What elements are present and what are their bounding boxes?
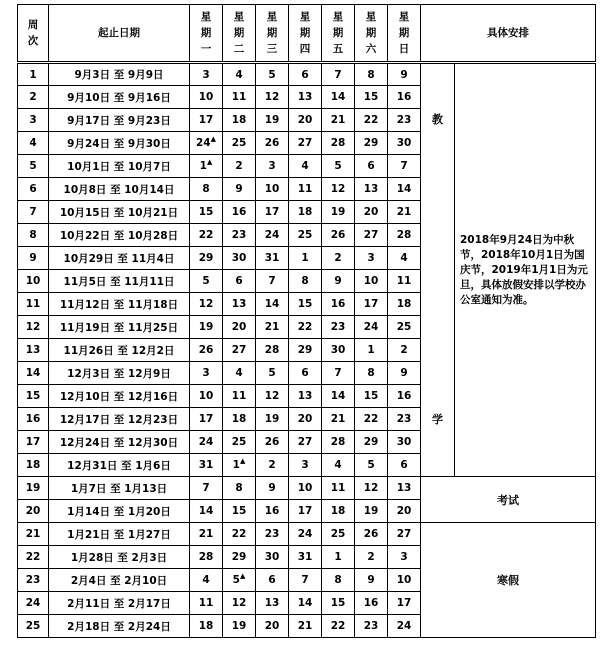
day-cell: 19	[223, 615, 256, 638]
day-cell: 9	[388, 362, 421, 385]
day-cell: 13	[223, 293, 256, 316]
day-cell: 7	[256, 270, 289, 293]
date-range: 9月24日 至 9月30日	[49, 132, 190, 155]
date-range: 1月14日 至 1月20日	[49, 500, 190, 523]
day-cell: 27	[388, 523, 421, 546]
day-cell: 12	[355, 477, 388, 500]
day-cell: 24	[256, 224, 289, 247]
day-cell: 19	[256, 109, 289, 132]
day-cell: 22	[223, 523, 256, 546]
day-cell: 2	[223, 155, 256, 178]
day-cell: 15	[190, 201, 223, 224]
day-cell: 18	[388, 293, 421, 316]
day-cell: 6	[223, 270, 256, 293]
day-cell: 3	[388, 546, 421, 569]
day-cell: 10	[190, 385, 223, 408]
week-number: 23	[18, 569, 49, 592]
date-range: 12月10日 至 12月16日	[49, 385, 190, 408]
day-cell: 11	[223, 385, 256, 408]
day-cell: 19	[322, 201, 355, 224]
day-cell: 26	[322, 224, 355, 247]
day-cell: 29	[223, 546, 256, 569]
day-cell: 15	[289, 293, 322, 316]
winter-vacation-label: 寒假	[421, 523, 596, 638]
day-cell: 5	[190, 270, 223, 293]
day-cell: 7	[388, 155, 421, 178]
day-cell: 29	[289, 339, 322, 362]
day-cell: 9	[388, 63, 421, 86]
week-number: 17	[18, 431, 49, 454]
date-range: 11月26日 至 12月2日	[49, 339, 190, 362]
day-cell: 15	[355, 385, 388, 408]
day-cell: 12	[190, 293, 223, 316]
day-cell: 7	[190, 477, 223, 500]
day-cell: 23	[256, 523, 289, 546]
day-cell: 20	[289, 109, 322, 132]
day-cell: 22	[322, 615, 355, 638]
day-cell: 26	[256, 132, 289, 155]
day-cell: 3	[256, 155, 289, 178]
holiday-marker-icon: ▲	[239, 572, 246, 580]
table-row	[18, 523, 596, 546]
holiday-note: 2018年9月24日为中秋节，2018年10月1日为国庆节，2019年1月1日为元旦，具体放假安排以学校办公室通知为准。	[455, 63, 596, 477]
day-cell: 5	[355, 454, 388, 477]
day-cell: 16	[388, 86, 421, 109]
day-cell: 16	[388, 385, 421, 408]
day-cell: 5	[256, 362, 289, 385]
day-cell: 1	[355, 339, 388, 362]
day-cell: 3	[355, 247, 388, 270]
day-cell: 15	[355, 86, 388, 109]
day-cell: 20	[256, 615, 289, 638]
day-cell: 7	[322, 362, 355, 385]
day-cell: 4	[223, 362, 256, 385]
day-cell: 29	[355, 431, 388, 454]
week-number: 5	[18, 155, 49, 178]
weekday-header: 星 期 三	[256, 5, 289, 63]
day-cell: 2	[355, 546, 388, 569]
week-number: 13	[18, 339, 49, 362]
holiday-marker-icon: ▲	[210, 135, 216, 143]
day-cell: 8	[355, 63, 388, 86]
day-cell: 16	[256, 500, 289, 523]
date-range: 12月3日 至 12月9日	[49, 362, 190, 385]
day-cell: 13	[388, 477, 421, 500]
day-cell: 23	[322, 316, 355, 339]
date-range: 11月5日 至 11月11日	[49, 270, 190, 293]
day-cell: 23	[388, 408, 421, 431]
day-cell: 17	[355, 293, 388, 316]
day-cell: 14	[289, 592, 322, 615]
week-number: 10	[18, 270, 49, 293]
day-cell: 18	[190, 615, 223, 638]
date-range: 11月12日 至 11月18日	[49, 293, 190, 316]
date-range: 10月22日 至 10月28日	[49, 224, 190, 247]
day-cell: 24	[388, 615, 421, 638]
day-cell: 11	[223, 86, 256, 109]
week-number: 4	[18, 132, 49, 155]
day-cell: 11	[289, 178, 322, 201]
day-cell: 20	[388, 500, 421, 523]
date-range-header: 起止日期	[49, 5, 190, 63]
day-cell: 24	[190, 431, 223, 454]
date-range: 1月21日 至 1月27日	[49, 523, 190, 546]
teaching-label-top: 教	[432, 113, 443, 126]
day-cell: 25	[289, 224, 322, 247]
teaching-phase-label	[421, 63, 455, 477]
day-cell: 15	[322, 592, 355, 615]
day-cell: 23	[223, 224, 256, 247]
day-cell: 12	[322, 178, 355, 201]
week-number: 11	[18, 293, 49, 316]
day-cell: 2	[322, 247, 355, 270]
day-cell: 11	[388, 270, 421, 293]
day-cell: 25	[388, 316, 421, 339]
weekday-header: 星 期 二	[223, 5, 256, 63]
day-cell: 14	[322, 86, 355, 109]
week-number: 18	[18, 454, 49, 477]
day-cell: 9	[322, 270, 355, 293]
day-cell: 24	[289, 523, 322, 546]
week-number: 19	[18, 477, 49, 500]
day-cell: 13	[256, 592, 289, 615]
header-row	[18, 5, 596, 63]
holiday-marker-icon: ▲	[239, 457, 246, 465]
day-cell: 26	[190, 339, 223, 362]
day-cell: 6	[289, 362, 322, 385]
day-cell: 4	[388, 247, 421, 270]
day-cell: 6	[289, 63, 322, 86]
week-number: 6	[18, 178, 49, 201]
exam-period-label: 考试	[421, 477, 596, 523]
date-range: 2月18日 至 2月24日	[49, 615, 190, 638]
day-cell: 6	[388, 454, 421, 477]
day-cell: 5	[256, 63, 289, 86]
day-cell: 6	[256, 569, 289, 592]
day-cell: 23	[355, 615, 388, 638]
date-range: 12月31日 至 1月6日	[49, 454, 190, 477]
day-cell: 12	[256, 86, 289, 109]
date-range: 2月4日 至 2月10日	[49, 569, 190, 592]
weekday-header: 星 期 日	[388, 5, 421, 63]
day-cell: 30	[322, 339, 355, 362]
day-cell: 11	[322, 477, 355, 500]
day-cell: 11	[190, 592, 223, 615]
day-cell: 9	[223, 178, 256, 201]
day-cell: 1	[322, 546, 355, 569]
day-cell: 31	[190, 454, 223, 477]
weekday-header: 星 期 五	[322, 5, 355, 63]
day-cell: 2	[388, 339, 421, 362]
day-cell: 17	[190, 109, 223, 132]
day-cell: 30	[223, 247, 256, 270]
day-cell: 28	[256, 339, 289, 362]
day-cell: 3	[289, 454, 322, 477]
day-cell: 27	[355, 224, 388, 247]
weekday-header: 星 期 六	[355, 5, 388, 63]
day-cell: 26	[355, 523, 388, 546]
day-cell: 12	[223, 592, 256, 615]
week-number-header: 周 次	[18, 5, 49, 63]
day-cell: 21	[190, 523, 223, 546]
date-range: 2月11日 至 2月17日	[49, 592, 190, 615]
day-cell: 16	[355, 592, 388, 615]
day-cell: 27	[223, 339, 256, 362]
day-cell: 9	[256, 477, 289, 500]
day-cell: 22	[190, 224, 223, 247]
day-cell: 8	[289, 270, 322, 293]
day-cell: 10	[256, 178, 289, 201]
day-cell: 8	[355, 362, 388, 385]
day-cell: 6	[355, 155, 388, 178]
week-number: 1	[18, 63, 49, 86]
date-range: 12月17日 至 12月23日	[49, 408, 190, 431]
week-number: 3	[18, 109, 49, 132]
school-calendar-table	[17, 4, 596, 638]
day-cell: 4	[190, 569, 223, 592]
day-cell: 3	[190, 63, 223, 86]
weekday-header: 星 期 四	[289, 5, 322, 63]
day-cell: 8	[190, 178, 223, 201]
day-cell: 18	[223, 408, 256, 431]
day-cell: 15	[223, 500, 256, 523]
day-cell: 2	[256, 454, 289, 477]
day-cell: 27	[289, 431, 322, 454]
day-cell: 18	[289, 201, 322, 224]
week-number: 2	[18, 86, 49, 109]
date-range: 1月7日 至 1月13日	[49, 477, 190, 500]
date-range: 9月3日 至 9月9日	[49, 63, 190, 86]
day-cell: 21	[289, 615, 322, 638]
day-cell: 25	[223, 132, 256, 155]
day-cell: 4	[223, 63, 256, 86]
day-cell: 25	[223, 431, 256, 454]
day-cell: 16	[223, 201, 256, 224]
day-cell: 23	[388, 109, 421, 132]
day-cell: 29	[355, 132, 388, 155]
week-number: 21	[18, 523, 49, 546]
day-cell: 21	[322, 408, 355, 431]
arrangement-header: 具体安排	[421, 5, 596, 63]
day-cell: 5▲	[223, 569, 256, 592]
day-cell: 21	[388, 201, 421, 224]
day-cell: 19	[355, 500, 388, 523]
day-cell: 20	[355, 201, 388, 224]
day-cell: 26	[256, 431, 289, 454]
day-cell: 30	[388, 431, 421, 454]
day-cell: 22	[289, 316, 322, 339]
day-cell: 29	[190, 247, 223, 270]
week-number: 22	[18, 546, 49, 569]
day-cell: 25	[322, 523, 355, 546]
day-cell: 24▲	[190, 132, 223, 155]
holiday-marker-icon: ▲	[206, 158, 213, 166]
day-cell: 31	[256, 247, 289, 270]
day-cell: 13	[289, 86, 322, 109]
day-cell: 1▲	[223, 454, 256, 477]
day-cell: 19	[256, 408, 289, 431]
day-cell: 13	[289, 385, 322, 408]
day-cell: 21	[256, 316, 289, 339]
day-cell: 20	[223, 316, 256, 339]
day-cell: 8	[322, 569, 355, 592]
day-cell: 31	[289, 546, 322, 569]
day-cell: 10	[289, 477, 322, 500]
day-cell: 14	[322, 385, 355, 408]
day-cell: 21	[322, 109, 355, 132]
date-range: 10月29日 至 11月4日	[49, 247, 190, 270]
week-number: 9	[18, 247, 49, 270]
week-number: 7	[18, 201, 49, 224]
date-range: 12月24日 至 12月30日	[49, 431, 190, 454]
date-range: 9月17日 至 9月23日	[49, 109, 190, 132]
day-cell: 28	[322, 431, 355, 454]
day-cell: 3	[190, 362, 223, 385]
day-cell: 8	[223, 477, 256, 500]
week-number: 24	[18, 592, 49, 615]
day-cell: 30	[388, 132, 421, 155]
day-cell: 10	[388, 569, 421, 592]
week-number: 8	[18, 224, 49, 247]
day-cell: 17	[388, 592, 421, 615]
week-number: 25	[18, 615, 49, 638]
table-row	[18, 63, 596, 86]
day-cell: 17	[289, 500, 322, 523]
day-cell: 28	[190, 546, 223, 569]
day-cell: 7	[322, 63, 355, 86]
day-cell: 9	[355, 569, 388, 592]
date-range: 10月8日 至 10月14日	[49, 178, 190, 201]
date-range: 10月15日 至 10月21日	[49, 201, 190, 224]
day-cell: 27	[289, 132, 322, 155]
day-cell: 4	[322, 454, 355, 477]
day-cell: 20	[289, 408, 322, 431]
week-number: 16	[18, 408, 49, 431]
day-cell: 19	[190, 316, 223, 339]
day-cell: 17	[190, 408, 223, 431]
day-cell: 5	[322, 155, 355, 178]
teaching-label-bottom: 学	[432, 413, 443, 426]
date-range: 1月28日 至 2月3日	[49, 546, 190, 569]
day-cell: 14	[388, 178, 421, 201]
day-cell: 10	[355, 270, 388, 293]
week-number: 20	[18, 500, 49, 523]
day-cell: 22	[355, 109, 388, 132]
date-range: 9月10日 至 9月16日	[49, 86, 190, 109]
weekday-header: 星 期 一	[190, 5, 223, 63]
day-cell: 10	[190, 86, 223, 109]
week-number: 12	[18, 316, 49, 339]
day-cell: 7	[289, 569, 322, 592]
day-cell: 24	[355, 316, 388, 339]
date-range: 11月19日 至 11月25日	[49, 316, 190, 339]
day-cell: 16	[322, 293, 355, 316]
day-cell: 18	[322, 500, 355, 523]
day-cell: 4	[289, 155, 322, 178]
day-cell: 1▲	[190, 155, 223, 178]
table-row	[18, 477, 596, 500]
day-cell: 28	[322, 132, 355, 155]
week-number: 15	[18, 385, 49, 408]
day-cell: 1	[289, 247, 322, 270]
day-cell: 14	[256, 293, 289, 316]
day-cell: 17	[256, 201, 289, 224]
day-cell: 22	[355, 408, 388, 431]
day-cell: 18	[223, 109, 256, 132]
date-range: 10月1日 至 10月7日	[49, 155, 190, 178]
day-cell: 30	[256, 546, 289, 569]
week-number: 14	[18, 362, 49, 385]
day-cell: 28	[388, 224, 421, 247]
day-cell: 14	[190, 500, 223, 523]
day-cell: 12	[256, 385, 289, 408]
day-cell: 13	[355, 178, 388, 201]
